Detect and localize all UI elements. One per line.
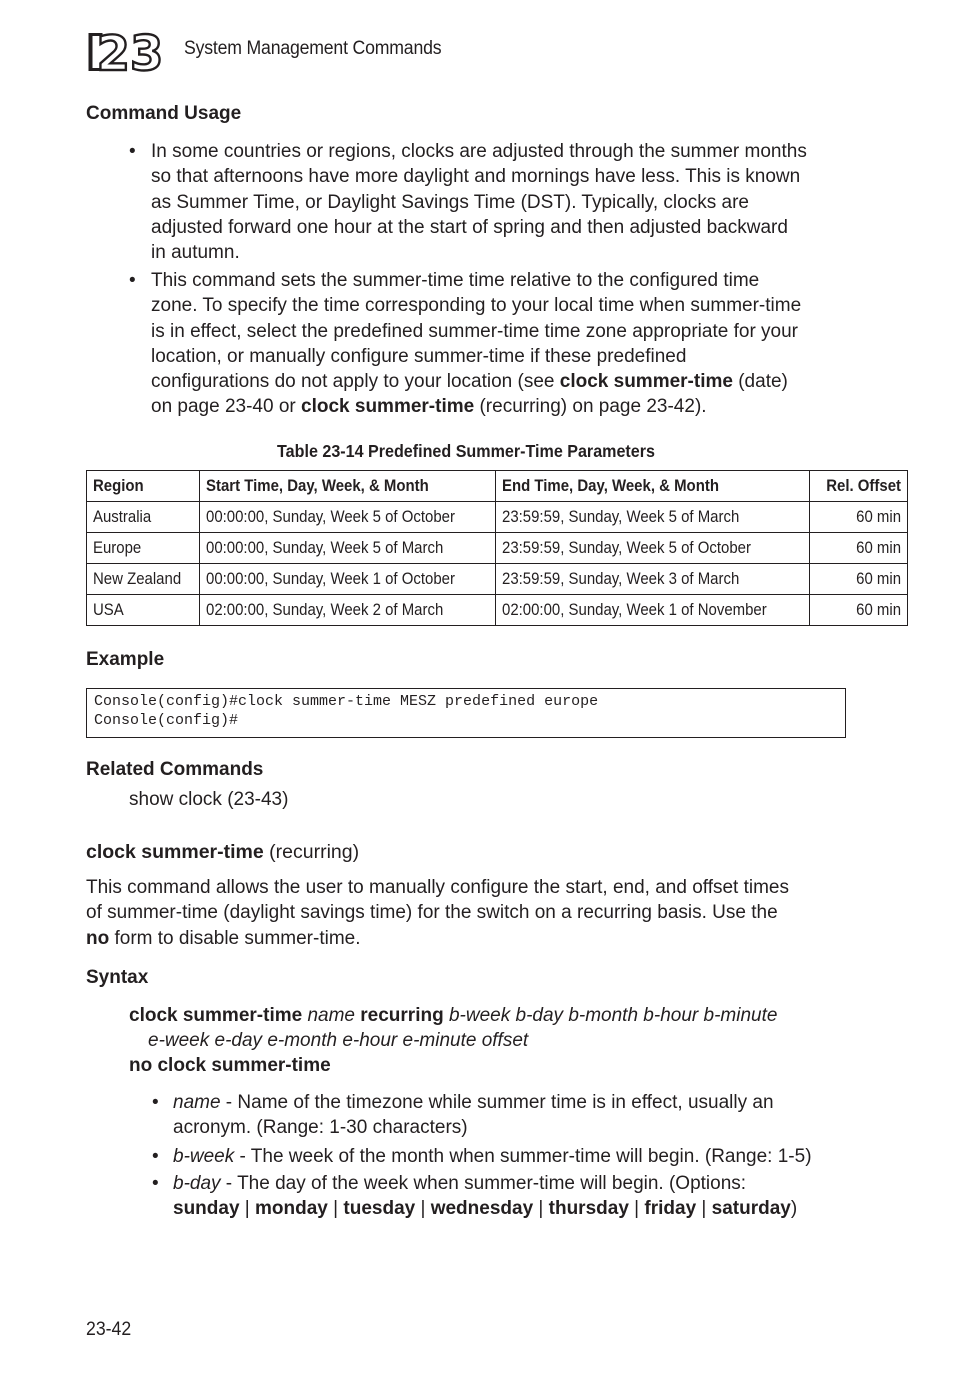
table-cell: 00:00:00, Sunday, Week 1 of October — [206, 569, 456, 588]
usage-bullet-2: This command sets the summer-time time relative to the configured time zone. To specify the time corresponding to your local time when summer-time is in effect, select the predefined summer-time time zone appropriate for your location, or manually configure summer-time if these predefined configurations do not apply to your location (see clock summer-time (date) on page 23-40 or clock summer-time (recurring) on page 23-42). — [151, 270, 802, 418]
table-cell: 60 min — [856, 569, 901, 588]
table-row — [87, 564, 908, 595]
param-b-day: b-day - The day of the week when summer-time will begin. (Options: sunday | monday | tuesday | wednesday | thursday | friday | saturday) — [173, 1171, 797, 1222]
bullet-icon: • — [152, 1173, 159, 1194]
code-example-box — [86, 688, 846, 738]
table-row — [87, 533, 908, 564]
param-name: name - Name of the timezone while summer time is in effect, usually an acronym. (Range: 1-30 characters) — [173, 1092, 774, 1139]
table-cell: 60 min — [856, 507, 901, 526]
chapter-title: System Management Commands — [184, 38, 442, 59]
syntax-line-1: clock summer-time name recurring b-week b-day b-month b-hour b-minute — [129, 1005, 778, 1026]
table-cell: 02:00:00, Sunday, Week 2 of March — [206, 600, 444, 619]
related-command-link[interactable]: show clock (23-43) — [129, 789, 289, 810]
table-cell: 60 min — [856, 600, 901, 619]
code-line: Console(config)# — [94, 712, 239, 729]
example-heading: Example — [86, 649, 165, 670]
table-header-cell: Region — [93, 476, 144, 495]
table-cell: 00:00:00, Sunday, Week 5 of October — [206, 507, 456, 526]
code-line: Console(config)#clock summer-time MESZ predefined europe — [94, 693, 599, 710]
table-cell: New Zealand — [93, 569, 182, 588]
table-cell: Australia — [93, 507, 152, 526]
table-cell: 02:00:00, Sunday, Week 1 of November — [502, 600, 767, 619]
usage-bullet-1: In some countries or regions, clocks are adjusted through the summer months so that afternoons have more daylight and mornings have less. This is known as Summer Time, or Daylight Savings Time (DST). Typically, clocks are adjusted forward one hour at the start of spring and then adjusted backward in autumn. — [151, 141, 807, 264]
chapter-number-graphic — [88, 30, 166, 74]
table-header-cell: Start Time, Day, Week, & Month — [206, 476, 429, 495]
syntax-heading: Syntax — [86, 967, 149, 988]
bullet-icon: • — [129, 141, 136, 162]
table-cell: 00:00:00, Sunday, Week 5 of March — [206, 538, 444, 557]
bullet-icon: • — [152, 1092, 159, 1113]
bullet-icon: • — [152, 1146, 159, 1167]
table-header-cell: End Time, Day, Week, & Month — [502, 476, 720, 495]
xref-clock-summer-time-date[interactable]: clock summer-time — [559, 371, 733, 393]
bullet-icon: • — [129, 270, 136, 291]
table-row — [87, 595, 908, 626]
command-title: clock summer-time (recurring) — [86, 841, 360, 863]
summer-time-table — [86, 470, 908, 626]
table-caption: Table 23-14 Predefined Summer-Time Parameters — [277, 441, 655, 461]
chapter-number: 23 — [96, 30, 164, 74]
table-row — [87, 502, 908, 533]
syntax-line-2: e-week e-day e-month e-hour e-minute offset — [148, 1030, 529, 1051]
table-cell: 23:59:59, Sunday, Week 3 of March — [502, 569, 740, 588]
table-cell: 60 min — [856, 538, 901, 557]
table-cell: 23:59:59, Sunday, Week 5 of October — [502, 538, 752, 557]
table-cell: USA — [93, 600, 124, 619]
param-b-week: b-week - The week of the month when summer-time will begin. (Range: 1-5) — [173, 1146, 812, 1167]
day-options: sunday | monday | tuesday | wednesday | thursday | friday | saturday) — [173, 1198, 798, 1220]
xref-clock-summer-time-recurring[interactable]: clock summer-time — [301, 396, 475, 418]
table-header-row — [87, 471, 908, 502]
related-commands-heading: Related Commands — [86, 759, 264, 780]
syntax-line-no: no clock summer-time — [129, 1055, 331, 1076]
table-cell: Europe — [93, 538, 142, 557]
command-usage-heading: Command Usage — [86, 103, 242, 124]
table-cell: 23:59:59, Sunday, Week 5 of March — [502, 507, 740, 526]
table-header-cell: Rel. Offset — [826, 476, 901, 495]
page-number: 23-42 — [86, 1319, 132, 1340]
command-description: This command allows the user to manually configure the start, end, and offset times of summer-time (daylight savings time) for the switch on a recurring basis. Use the no form to disable summer-time. — [86, 877, 789, 949]
